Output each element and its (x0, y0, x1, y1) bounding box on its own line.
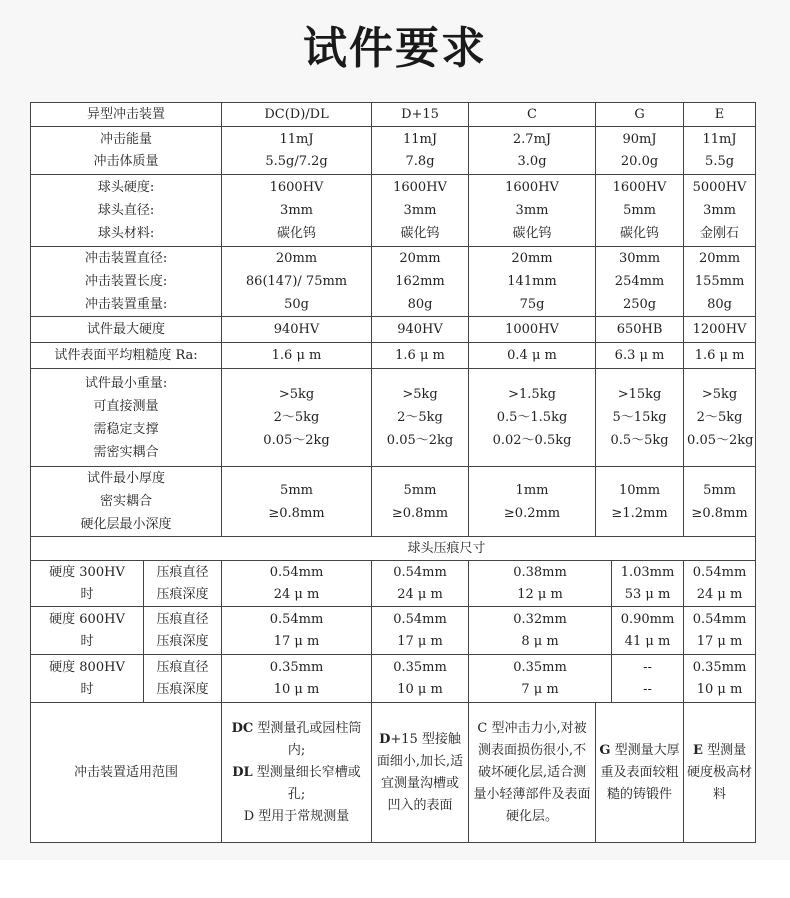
cell-c: 2.7mJ 3.0g (469, 127, 596, 175)
row-label: 试件最小重量: 可直接测量 需稳定支撑 需密实耦合 (31, 369, 222, 467)
cell-e: 0.35mm 10 μ m (684, 655, 756, 703)
cell-dc: 1.6 μ m (222, 343, 372, 369)
cell-dc: 940HV (222, 317, 372, 343)
indent-row (31, 607, 756, 655)
cell-c: 0.4 μ m (469, 343, 596, 369)
cell-d15: 1.6 μ m (372, 343, 469, 369)
row-label: 冲击装置直径: 冲击装置长度: 冲击装置重量: (31, 247, 222, 317)
cell-d15: 5mm ≥0.8mm (372, 467, 469, 537)
cell-c: 1000HV (469, 317, 596, 343)
col-header-e: E (684, 103, 756, 127)
cell-c: 0.38mm 12 μ m (469, 561, 612, 607)
header-row (31, 103, 756, 127)
cell-dc: 0.54mm 24 μ m (222, 561, 372, 607)
scope-row (31, 703, 756, 843)
table-row (31, 467, 756, 537)
cell-c: >1.5kg 0.5～1.5kg 0.02～0.5kg (469, 369, 596, 467)
cell-g: 650HB (596, 317, 684, 343)
indent-param-label: 压痕直径 压痕深度 (144, 561, 222, 607)
cell-g: >15kg 5～15kg 0.5～5kg (596, 369, 684, 467)
row-label: 试件最大硬度 (31, 317, 222, 343)
cell-d15: 20mm 162mm 80g (372, 247, 469, 317)
indent-section-title: 球头压痕尺寸 (31, 537, 756, 561)
cell-g: 6.3 μ m (596, 343, 684, 369)
cell-dc: 11mJ 5.5g/7.2g (222, 127, 372, 175)
page-title: 试件要求 (303, 23, 487, 74)
col-header-g: G (596, 103, 684, 127)
cell-g: -- -- (612, 655, 684, 703)
cell-d15: 0.54mm 17 μ m (372, 607, 469, 655)
cell-g: 10mm ≥1.2mm (596, 467, 684, 537)
indent-hardness-label: 硬度 600HV 时 (31, 607, 144, 655)
cell-e: >5kg 2～5kg 0.05～2kg (684, 369, 756, 467)
cell-c: 0.32mm 8 μ m (469, 607, 612, 655)
table-row (31, 247, 756, 317)
cell-dc: 0.54mm 17 μ m (222, 607, 372, 655)
table-row (31, 369, 756, 467)
cell-c: 0.35mm 7 μ m (469, 655, 612, 703)
cell-dc: 1600HV 3mm 碳化钨 (222, 175, 372, 247)
scope-c: C 型冲击力小,对被测表面损伤很小,不破坏硬化层,适合测量小轻薄部件及表面硬化层。 (469, 703, 596, 843)
cell-g: 1600HV 5mm 碳化钨 (596, 175, 684, 247)
cell-dc: >5kg 2～5kg 0.05～2kg (222, 369, 372, 467)
row-label: 球头硬度: 球头直径: 球头材料: (31, 175, 222, 247)
scope-d15: D+15 型接触面细小,加长,适宜测量沟槽或凹入的表面 (372, 703, 469, 843)
col-header-d15: D+15 (372, 103, 469, 127)
cell-c: 1600HV 3mm 碳化钨 (469, 175, 596, 247)
cell-d15: 940HV (372, 317, 469, 343)
spec-table (30, 102, 756, 843)
row-label: 冲击能量 冲击体质量 (31, 127, 222, 175)
cell-e: 5mm ≥0.8mm (684, 467, 756, 537)
cell-e: 1.6 μ m (684, 343, 756, 369)
cell-e: 0.54mm 24 μ m (684, 561, 756, 607)
indent-param-label: 压痕直径 压痕深度 (144, 655, 222, 703)
header-label: 异型冲击装置 (31, 103, 222, 127)
indent-hardness-label: 硬度 800HV 时 (31, 655, 144, 703)
cell-d15: 0.54mm 24 μ m (372, 561, 469, 607)
indent-row (31, 561, 756, 607)
cell-g: 30mm 254mm 250g (596, 247, 684, 317)
indent-section-row (31, 537, 756, 561)
cell-e: 0.54mm 17 μ m (684, 607, 756, 655)
indent-hardness-label: 硬度 300HV 时 (31, 561, 144, 607)
cell-g: 0.90mm 41 μ m (612, 607, 684, 655)
col-header-dc: DC(D)/DL (222, 103, 372, 127)
cell-e: 11mJ 5.5g (684, 127, 756, 175)
row-label: 试件表面平均粗糙度 Ra: (31, 343, 222, 369)
cell-e: 1200HV (684, 317, 756, 343)
cell-d15: 11mJ 7.8g (372, 127, 469, 175)
scope-dc: DC 型测量孔或园柱筒内; DL 型测量细长窄槽或孔; D 型用于常规测量 (222, 703, 372, 843)
cell-dc: 20mm 86(147)/ 75mm 50g (222, 247, 372, 317)
scope-e: E 型测量硬度极高材料 (684, 703, 756, 843)
table-row (31, 343, 756, 369)
cell-d15: 0.35mm 10 μ m (372, 655, 469, 703)
table-row (31, 175, 756, 247)
cell-d15: >5kg 2～5kg 0.05～2kg (372, 369, 469, 467)
cell-d15: 1600HV 3mm 碳化钨 (372, 175, 469, 247)
indent-param-label: 压痕直径 压痕深度 (144, 607, 222, 655)
cell-g: 90mJ 20.0g (596, 127, 684, 175)
cell-e: 20mm 155mm 80g (684, 247, 756, 317)
scope-g: G 型测量大厚重及表面较粗糙的铸锻件 (596, 703, 684, 843)
table-row (31, 127, 756, 175)
cell-dc: 0.35mm 10 μ m (222, 655, 372, 703)
row-label: 试件最小厚度 密实耦合 硬化层最小深度 (31, 467, 222, 537)
cell-g: 1.03mm 53 μ m (612, 561, 684, 607)
cell-e: 5000HV 3mm 金刚石 (684, 175, 756, 247)
cell-c: 1mm ≥0.2mm (469, 467, 596, 537)
cell-c: 20mm 141mm 75g (469, 247, 596, 317)
scope-label: 冲击装置适用范围 (31, 703, 222, 843)
col-header-c: C (469, 103, 596, 127)
cell-dc: 5mm ≥0.8mm (222, 467, 372, 537)
indent-row (31, 655, 756, 703)
table-row (31, 317, 756, 343)
